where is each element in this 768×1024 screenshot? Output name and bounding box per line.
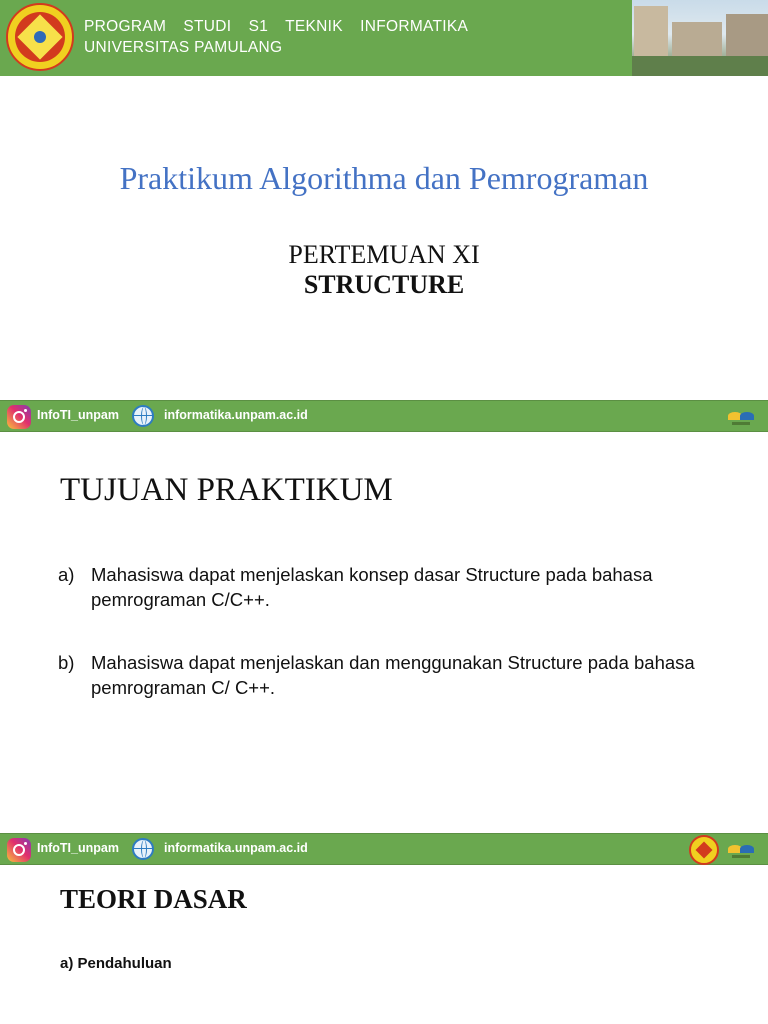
instagram-icon: [7, 405, 31, 429]
footer-bar: [0, 400, 768, 432]
instagram-handle[interactable]: InfoTI_unpam: [37, 841, 119, 855]
university-seal-icon: [689, 835, 719, 865]
header-institution-text: [84, 16, 468, 58]
campus-building-photo: [632, 0, 768, 76]
header-program-line: PROGRAM STUDI S1 TEKNIK INFORMATIKA: [84, 18, 469, 35]
subsection-heading: a) Pendahuluan: [60, 955, 172, 972]
website-link[interactable]: informatika.unpam.ac.id: [164, 841, 308, 855]
objective-marker: a): [58, 564, 75, 585]
globe-icon: [132, 838, 154, 860]
topic-label: STRUCTURE: [303, 270, 465, 299]
bird-emblem-icon: [726, 406, 756, 428]
objective-text: Mahasiswa dapat menjelaskan dan menggunakan Structure pada bahasa pemrograman C/ C++.: [91, 652, 695, 698]
website-link[interactable]: informatika.unpam.ac.id: [164, 408, 308, 422]
globe-icon: [132, 405, 154, 427]
bird-emblem-icon: [726, 839, 756, 861]
slide-title: Praktikum Algorithma dan Pemrograman: [119, 160, 649, 196]
header-university-line: UNIVERSITAS PAMULANG: [84, 39, 283, 56]
section-heading-tujuan: TUJUAN PRAKTIKUM: [60, 472, 393, 508]
objective-text: Mahasiswa dapat menjelaskan konsep dasar Structure pada bahasa pemrograman C/C++.: [91, 564, 653, 610]
section-heading-teori: TEORI DASAR: [60, 884, 247, 914]
objective-marker: b): [58, 652, 75, 673]
instagram-handle[interactable]: InfoTI_unpam: [37, 408, 119, 422]
footer-bar: [0, 833, 768, 865]
meeting-label: PERTEMUAN XI: [288, 240, 480, 269]
university-seal-logo: [6, 3, 74, 71]
instagram-icon: [7, 838, 31, 862]
